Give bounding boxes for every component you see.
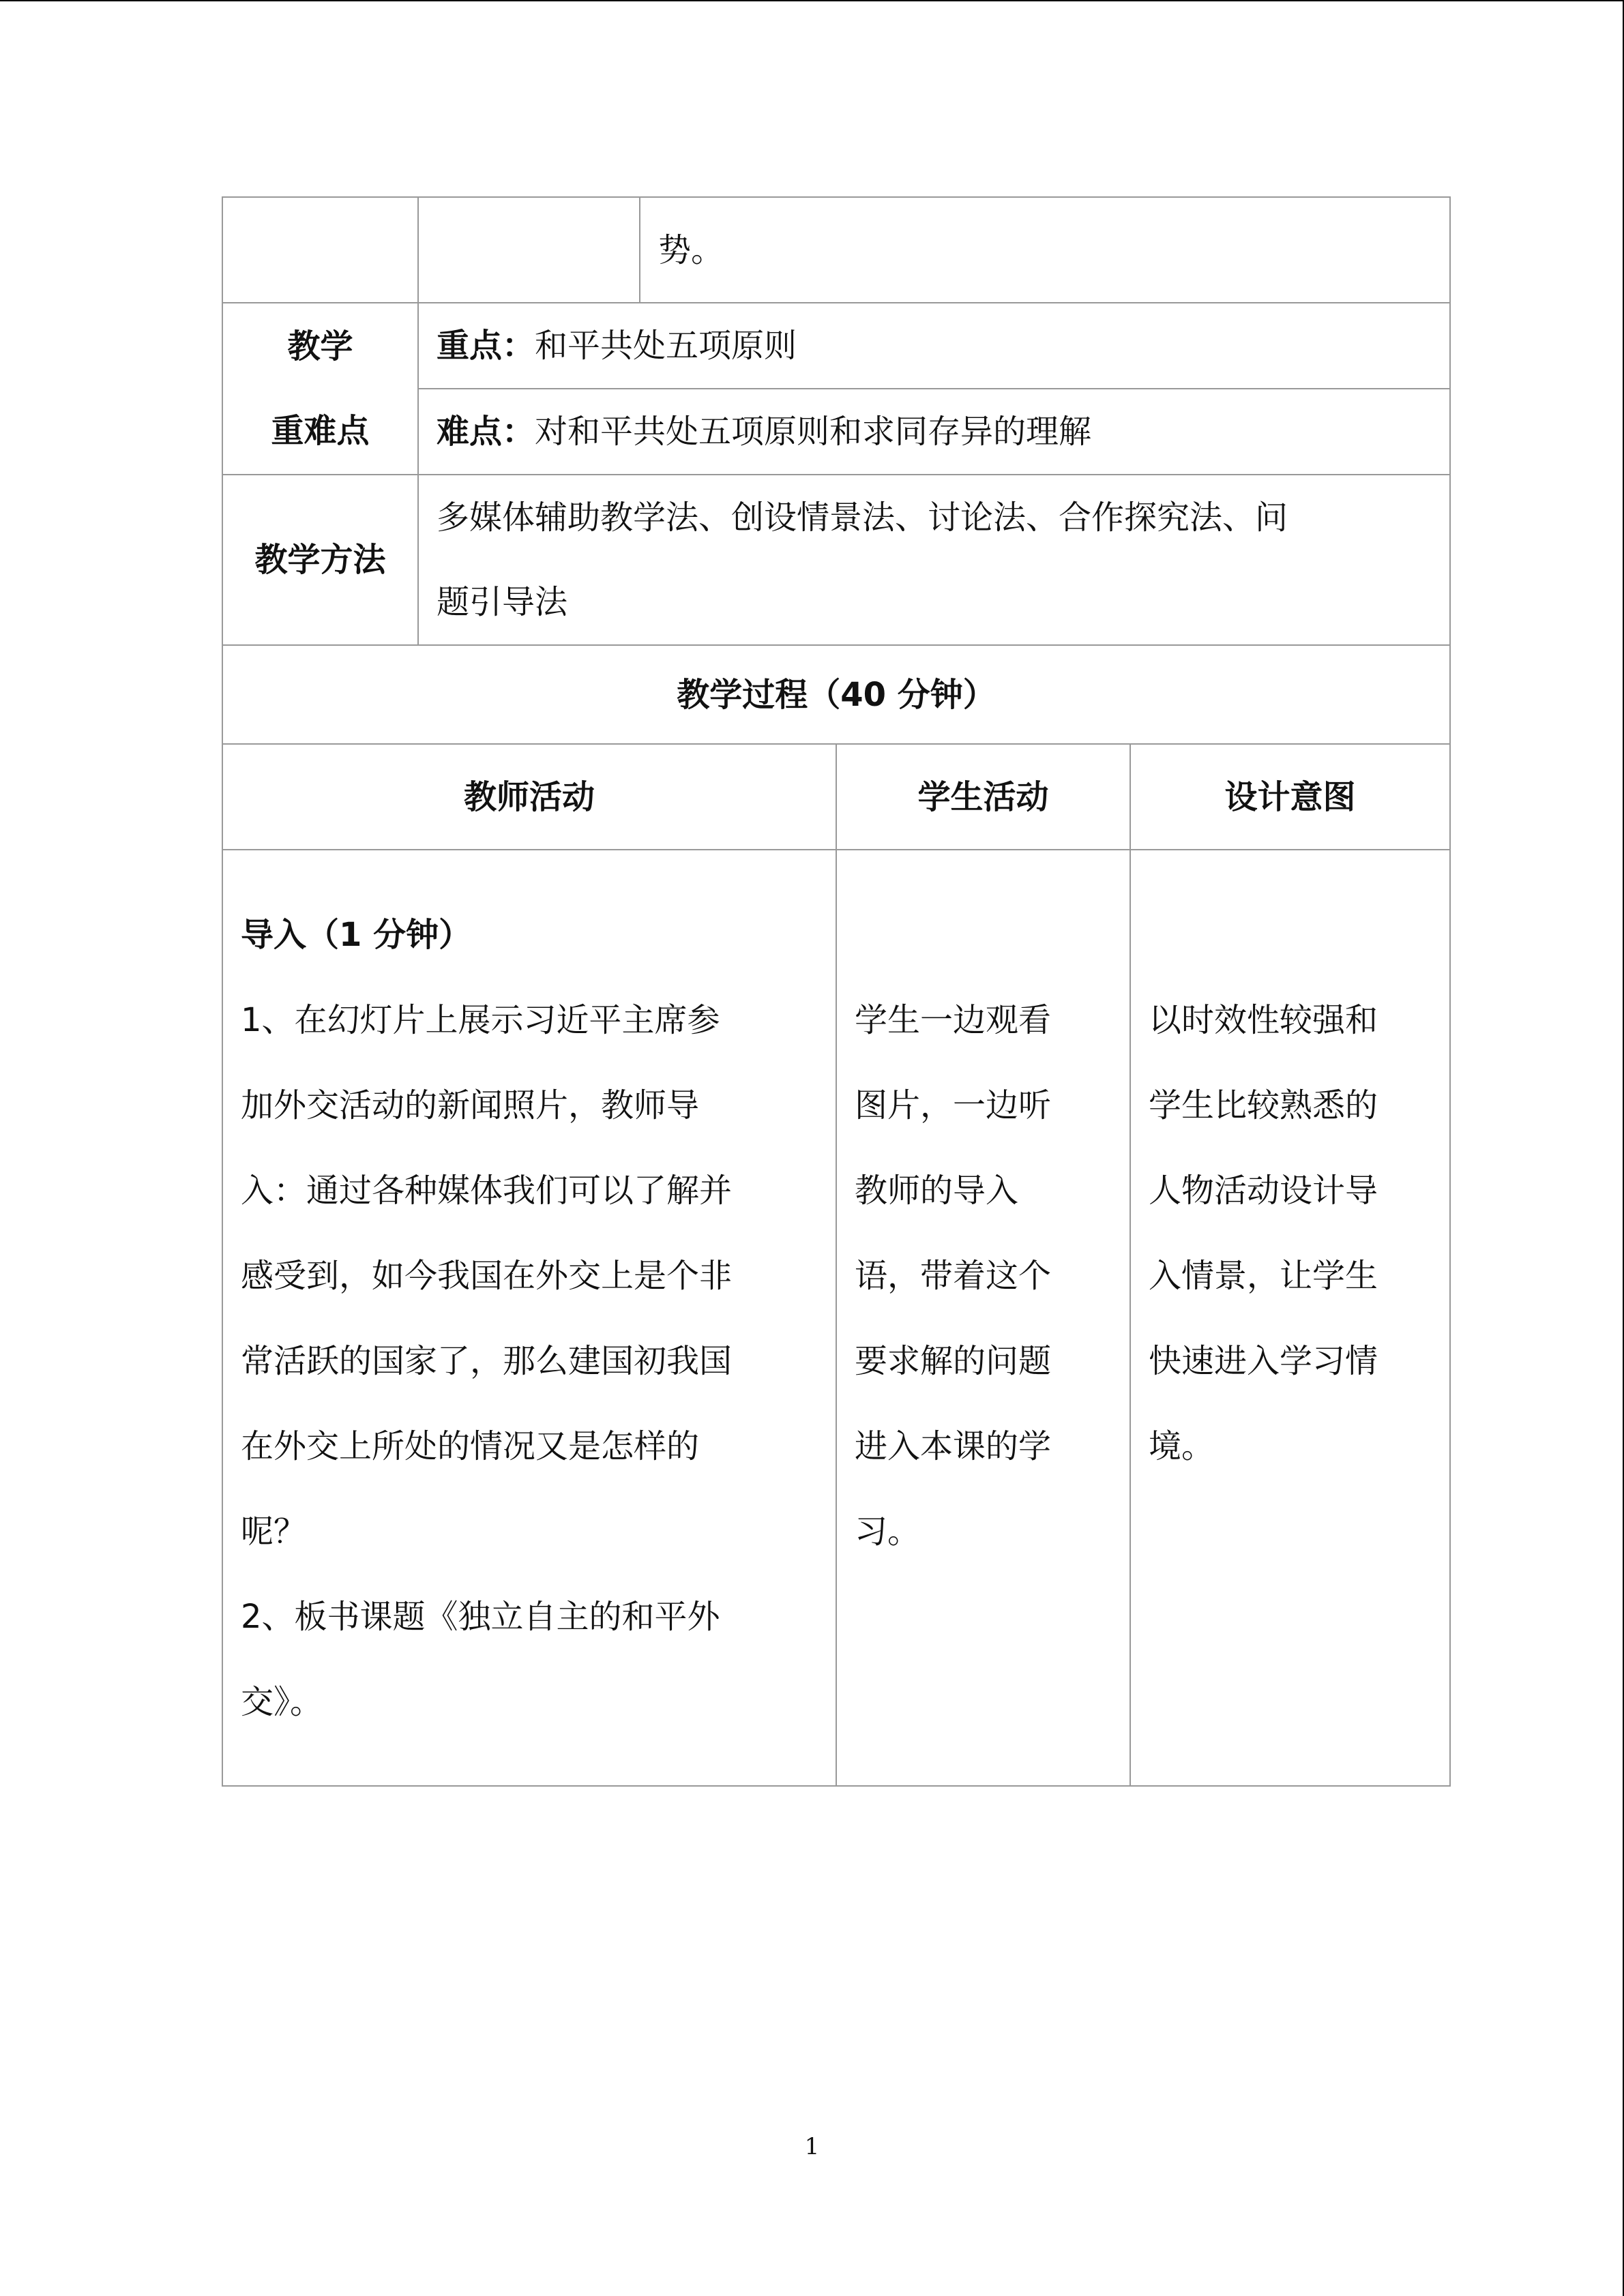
focus-row — [222, 303, 1450, 389]
column-header-row — [222, 744, 1450, 850]
intent-line: 以时效性较强和 — [1149, 1001, 1378, 1039]
teacher-activity-header: 教师活动 — [222, 744, 836, 850]
key-points-label-line2: 重难点 — [271, 412, 370, 450]
design-intent-header: 设计意图 — [1130, 744, 1450, 850]
student-line: 教师的导入 — [855, 1172, 1019, 1210]
intent-line: 入情景，让学生 — [1149, 1257, 1378, 1295]
teacher-line: 2、板书课题《独立自主的和平外 — [241, 1598, 720, 1636]
teacher-line: 在外交上所处的情况又是怎样的 — [241, 1427, 700, 1465]
methods-cell — [418, 475, 1450, 645]
methods-label: 教学方法 — [222, 475, 418, 645]
teacher-activity-body — [241, 850, 818, 1745]
student-activity-cell — [836, 850, 1130, 1786]
teacher-line: 呢？ — [241, 1512, 307, 1551]
design-intent-cell — [1130, 850, 1450, 1786]
methods-row — [222, 475, 1450, 645]
student-line: 语，带着这个 — [855, 1257, 1052, 1295]
student-activity-body — [855, 850, 1112, 1575]
intent-line: 人物活动设计导 — [1149, 1172, 1378, 1210]
teacher-activity-cell — [222, 850, 836, 1786]
design-intent-body — [1149, 850, 1432, 1489]
student-line: 要求解的问题 — [855, 1342, 1052, 1380]
teacher-line: 交》。 — [241, 1683, 323, 1721]
empty-cell — [418, 197, 640, 303]
process-title-row — [222, 645, 1450, 744]
intent-line: 快速进入学习情 — [1149, 1342, 1378, 1380]
student-line: 进入本课的学 — [855, 1427, 1052, 1465]
student-line: 学生一边观看 — [855, 1001, 1052, 1039]
process-title: 教学过程（40 分钟） — [222, 645, 1450, 744]
difficulty-label: 难点： — [437, 413, 535, 451]
focus-cell — [418, 303, 1450, 389]
methods-line2: 题引导法 — [437, 583, 568, 621]
intro-row — [222, 850, 1450, 1786]
difficulty-text: 对和平共处五项原则和求同存异的理解 — [535, 413, 1092, 451]
intent-line: 境。 — [1149, 1427, 1215, 1465]
lesson-plan-table — [222, 196, 1449, 1787]
difficulty-cell — [418, 389, 1450, 475]
teacher-line: 入：通过各种媒体我们可以了解并 — [241, 1172, 733, 1210]
student-line: 图片，一边听 — [855, 1086, 1052, 1124]
continuation-row — [222, 197, 1450, 303]
intent-line: 学生比较熟悉的 — [1149, 1086, 1378, 1124]
continuation-text: 势。 — [640, 197, 1450, 303]
empty-cell — [222, 197, 418, 303]
intro-heading: 导入（1 分钟） — [241, 916, 472, 954]
teacher-line: 1、在幻灯片上展示习近平主席参 — [241, 1001, 720, 1039]
page-number: 1 — [804, 2133, 820, 2160]
methods-line1: 多媒体辅助教学法、创设情景法、讨论法、合作探究法、问 — [437, 498, 1288, 537]
student-activity-header: 学生活动 — [836, 744, 1130, 850]
teacher-line: 感受到，如今我国在外交上是个非 — [241, 1257, 733, 1295]
focus-label: 重点： — [437, 327, 535, 365]
student-line: 习。 — [855, 1512, 921, 1551]
teacher-line: 加外交活动的新闻照片，教师导 — [241, 1086, 700, 1124]
key-points-label — [222, 303, 418, 475]
teacher-line: 常活跃的国家了，那么建国初我国 — [241, 1342, 733, 1380]
key-points-label-line1: 教学 — [287, 327, 353, 366]
focus-text: 和平共处五项原则 — [535, 327, 797, 365]
